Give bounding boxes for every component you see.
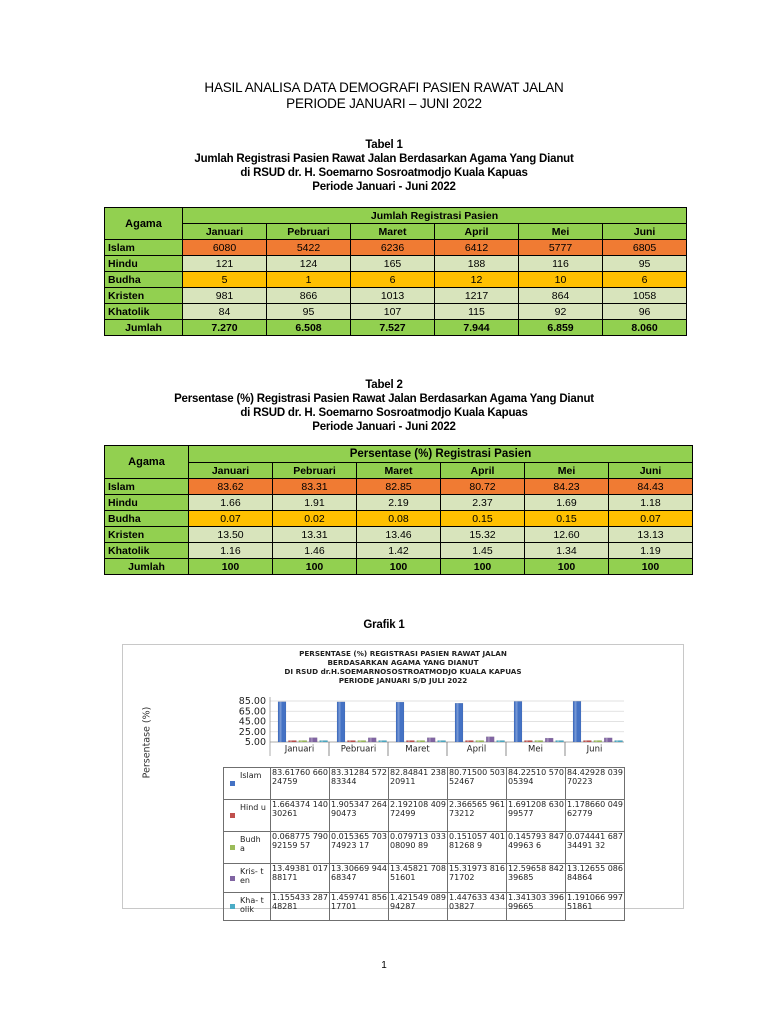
chart-table-cell: 1.178660 04962779 (566, 799, 625, 831)
bar (615, 741, 623, 743)
chart-table-cell: 2.192108 40972499 (389, 799, 448, 831)
bar-highlight (467, 741, 469, 743)
month-header: Maret (351, 224, 435, 240)
bar (337, 702, 345, 742)
legend-swatch (230, 845, 235, 850)
chart-table-cell: 1.421549 08994287 (389, 892, 448, 920)
table-cell: 1.46 (273, 543, 357, 559)
chart-table-cell: 83.61760 66024759 (271, 767, 330, 799)
chart-table-row (224, 863, 625, 892)
total-cell: 7.270 (183, 320, 267, 336)
table-cell: 6 (351, 272, 435, 288)
series-key (224, 799, 271, 831)
table-cell: 188 (435, 256, 519, 272)
bar (368, 738, 376, 742)
table-cell: 1.19 (609, 543, 693, 559)
x-tick-label: April (466, 744, 487, 755)
chart-table-cell: 13.49381 01788171 (271, 863, 330, 892)
chart-table-cell: 1.905347 26490473 (330, 799, 389, 831)
bar-highlight (339, 702, 341, 742)
table-cell: 12 (435, 272, 519, 288)
table-cell: 107 (351, 304, 435, 320)
table-row (105, 272, 687, 288)
total-cell: 6.508 (267, 320, 351, 336)
chart-table-cell: 0.074441 68734491 32 (566, 831, 625, 863)
table-cell: 92 (519, 304, 603, 320)
table-cell: 83.62 (189, 479, 273, 495)
table1-caption-line1: Jumlah Registrasi Pasien Rawat Jalan Berdasarkan Agama Yang Dianut (194, 153, 574, 165)
bar-highlight (398, 702, 400, 742)
bar-highlight (498, 741, 500, 743)
group-header: Persentase (%) Registrasi Pasien (189, 446, 693, 463)
x-tick-label: Maret (405, 744, 430, 755)
row-label: Khatolik (105, 304, 183, 320)
chart-title-line: PERIODE JANUARI S/D JULI 2022 (338, 676, 468, 685)
table-cell: 12.60 (525, 527, 609, 543)
bar (486, 737, 494, 742)
table-cell: 6080 (183, 240, 267, 256)
month-header: Mei (519, 224, 603, 240)
bar (406, 741, 414, 743)
bar-highlight (575, 701, 577, 742)
month-header: Juni (609, 463, 693, 479)
series-key (224, 831, 271, 863)
bar (476, 741, 484, 743)
chart-table-cell: 84.22510 57005394 (507, 767, 566, 799)
bar (417, 741, 425, 743)
chart-title-line: DI RSUD dr.H.SOEMARNOSOSTROATMODJO KUALA KAPUAS (284, 667, 522, 676)
table-cell: 121 (183, 256, 267, 272)
chart-table-row (224, 892, 625, 920)
legend-swatch (230, 904, 235, 909)
document-title-line1: HASIL ANALISA DATA DEMOGRAFI PASIEN RAWAT JALAN (204, 80, 564, 95)
bar-highlight (457, 703, 459, 742)
chart-table-cell: 0.145793 84749963 6 (507, 831, 566, 863)
total-row (105, 559, 693, 575)
month-header: Mei (525, 463, 609, 479)
series-key (224, 892, 271, 920)
grafik-label: Grafik 1 (363, 619, 405, 631)
table-cell: 124 (267, 256, 351, 272)
bar-highlight (557, 741, 559, 743)
bar (438, 741, 446, 743)
bar (358, 741, 366, 743)
table1-label: Tabel 1 (365, 139, 403, 151)
table-cell: 5 (183, 272, 267, 288)
table-cell: 6236 (351, 240, 435, 256)
bar (320, 741, 328, 743)
bar-highlight (595, 741, 597, 743)
table-cell: 15.32 (441, 527, 525, 543)
table-cell: 10 (519, 272, 603, 288)
chart-table-cell: 80.71500 50352467 (448, 767, 507, 799)
table2-caption (0, 378, 768, 434)
bar-highlight (616, 741, 618, 743)
registration-count-table (104, 207, 687, 336)
bar-highlight (290, 741, 292, 743)
chart-table-cell: 1.341303 39699665 (507, 892, 566, 920)
legend-swatch (230, 813, 235, 818)
chart-table-cell: 12.59658 84239685 (507, 863, 566, 892)
document-title (0, 80, 768, 112)
bar (347, 741, 355, 743)
bar (427, 738, 435, 742)
bar-highlight (380, 741, 382, 743)
bar (594, 741, 602, 743)
chart-table-row (224, 831, 625, 863)
chart-table-cell: 1.191066 99751861 (566, 892, 625, 920)
total-cell: 100 (441, 559, 525, 575)
bar (583, 741, 591, 743)
table1-caption-line2: di RSUD dr. H. Soemarno Sosroatmodjo Kuala Kapuas (240, 167, 528, 179)
x-tick-label: Mei (528, 744, 543, 755)
table-row (105, 479, 693, 495)
bar (396, 702, 404, 742)
x-tick-label: Juni (586, 744, 603, 755)
bar-highlight (408, 741, 410, 743)
agama-header: Agama (105, 446, 189, 479)
total-row (105, 320, 687, 336)
table-cell: 165 (351, 256, 435, 272)
table-cell: 84.23 (525, 479, 609, 495)
series-name: Kris- ten (240, 866, 264, 885)
bar (545, 738, 553, 742)
y-tick-label: 25.00 (238, 726, 266, 738)
chart-table-cell: 1.459741 85617701 (330, 892, 389, 920)
table-cell: 1.34 (525, 543, 609, 559)
percentage-chart (122, 644, 684, 914)
table-row (105, 495, 693, 511)
total-cell: 100 (525, 559, 609, 575)
total-cell: 7.944 (435, 320, 519, 336)
table-cell: 6 (603, 272, 687, 288)
table-cell: 2.19 (357, 495, 441, 511)
chart-table-cell: 84.42928 03970223 (566, 767, 625, 799)
series-key (224, 863, 271, 892)
month-header: Pebruari (273, 463, 357, 479)
bar (465, 741, 473, 743)
total-label: Jumlah (105, 559, 189, 575)
chart-table-cell: 0.068775 79092159 57 (271, 831, 330, 863)
y-tick-label: 65.00 (238, 706, 266, 718)
table-cell: 1.18 (609, 495, 693, 511)
table-cell: 1.66 (189, 495, 273, 511)
table-cell: 80.72 (441, 479, 525, 495)
bar (299, 741, 307, 743)
bar (604, 738, 612, 742)
bar (573, 701, 581, 742)
chart-table-cell: 2.366565 96173212 (448, 799, 507, 831)
row-label: Islam (105, 479, 189, 495)
legend-swatch (230, 876, 235, 881)
chart-table-cell: 13.45821 70851601 (389, 863, 448, 892)
chart-table-cell: 1.664374 14030261 (271, 799, 330, 831)
table-cell: 95 (267, 304, 351, 320)
group-header: Jumlah Registrasi Pasien (183, 208, 687, 224)
document-title-line2: PERIODE JANUARI – JUNI 2022 (286, 96, 482, 111)
total-cell: 100 (273, 559, 357, 575)
table-cell: 1013 (351, 288, 435, 304)
bar-highlight (349, 741, 351, 743)
chart-table-cell: 82.84841 23820911 (389, 767, 448, 799)
bar-highlight (359, 741, 361, 743)
table-cell: 2.37 (441, 495, 525, 511)
bar-highlight (311, 738, 313, 742)
chart-table-row (224, 767, 625, 799)
chart-table-cell: 1.447633 43403827 (448, 892, 507, 920)
agama-header: Agama (105, 208, 183, 240)
bar-highlight (300, 741, 302, 743)
bar (514, 701, 522, 742)
row-label: Kristen (105, 288, 183, 304)
total-cell: 8.060 (603, 320, 687, 336)
table2-caption-line1: Persentase (%) Registrasi Pasien Rawat Jalan Berdasarkan Agama Yang Dianut (174, 393, 594, 405)
row-label: Khatolik (105, 543, 189, 559)
table-cell: 13.13 (609, 527, 693, 543)
bar-highlight (418, 741, 420, 743)
bar-highlight (439, 741, 441, 743)
month-header: Maret (357, 463, 441, 479)
table-row (105, 527, 693, 543)
chart-data-table (223, 755, 625, 921)
chart-title-line: PERSENTASE (%) REGISTRASI PASIEN RAWAT JALAN (299, 649, 507, 658)
bar-highlight (488, 737, 490, 742)
series-key (224, 767, 271, 799)
table-cell: 1217 (435, 288, 519, 304)
bar-highlight (547, 738, 549, 742)
chart-title-line: BERDASARKAN AGAMA YANG DIANUT (327, 658, 479, 667)
chart-table-cell: 15.31973 81671702 (448, 863, 507, 892)
month-header: Pebruari (267, 224, 351, 240)
chart-table-cell: 1.155433 28748281 (271, 892, 330, 920)
table-cell: 83.31 (273, 479, 357, 495)
bar-highlight (526, 741, 528, 743)
table-cell: 0.08 (357, 511, 441, 527)
table-row (105, 304, 687, 320)
table-cell: 84 (183, 304, 267, 320)
chart-table-cell: 0.079713 03308090 89 (389, 831, 448, 863)
bar (278, 702, 286, 742)
table1-caption-line3: Periode Januari - Juni 2022 (312, 181, 456, 193)
table2-caption-line3: Periode Januari - Juni 2022 (312, 421, 456, 433)
bar-highlight (585, 741, 587, 743)
bar (535, 741, 543, 743)
table-cell: 0.15 (441, 511, 525, 527)
row-label: Budha (105, 511, 189, 527)
table-cell: 0.15 (525, 511, 609, 527)
x-tick-label: Januari (284, 744, 315, 755)
series-name: Budh a (240, 834, 261, 853)
y-tick-label: 85.00 (238, 696, 266, 707)
table-cell: 0.02 (273, 511, 357, 527)
table-row (105, 511, 693, 527)
table-row (105, 240, 687, 256)
table-cell: 1.69 (525, 495, 609, 511)
month-header: Januari (189, 463, 273, 479)
row-label: Hindu (105, 256, 183, 272)
total-label: Jumlah (105, 320, 183, 336)
table-cell: 1.91 (273, 495, 357, 511)
table-cell: 864 (519, 288, 603, 304)
table-cell: 0.07 (609, 511, 693, 527)
table-row (105, 288, 687, 304)
month-header: April (441, 463, 525, 479)
month-header: Juni (603, 224, 687, 240)
table-cell: 5777 (519, 240, 603, 256)
registration-percentage-table (104, 445, 693, 575)
table1-caption (0, 138, 768, 194)
chart-table-cell: 0.151057 40181268 9 (448, 831, 507, 863)
bar-highlight (429, 738, 431, 742)
table-cell: 13.31 (273, 527, 357, 543)
bar (455, 703, 463, 742)
table-cell: 115 (435, 304, 519, 320)
legend-swatch (230, 781, 235, 786)
bar (288, 741, 296, 743)
table-cell: 6412 (435, 240, 519, 256)
table-cell: 1.16 (189, 543, 273, 559)
chart-table-cell: 13.12655 08684864 (566, 863, 625, 892)
table-cell: 981 (183, 288, 267, 304)
table-cell: 116 (519, 256, 603, 272)
chart-table-cell: 13.30669 94468347 (330, 863, 389, 892)
month-header: April (435, 224, 519, 240)
table-cell: 1.45 (441, 543, 525, 559)
bar-highlight (370, 738, 372, 742)
chart-table-cell: 83.31284 57283344 (330, 767, 389, 799)
y-tick-label: 5.00 (244, 737, 266, 748)
total-cell: 100 (357, 559, 441, 575)
series-name: Hind u (240, 802, 266, 812)
table-cell: 5422 (267, 240, 351, 256)
y-tick-label: 45.00 (238, 716, 266, 728)
table2-caption-line2: di RSUD dr. H. Soemarno Sosroatmodjo Kuala Kapuas (240, 407, 528, 419)
table-cell: 1058 (603, 288, 687, 304)
table-cell: 866 (267, 288, 351, 304)
bar (556, 741, 564, 743)
table-cell: 13.46 (357, 527, 441, 543)
chart-table-row (224, 799, 625, 831)
row-label: Islam (105, 240, 183, 256)
table-cell: 0.07 (189, 511, 273, 527)
page-number: 1 (381, 960, 387, 971)
table-row (105, 543, 693, 559)
total-cell: 7.527 (351, 320, 435, 336)
bar (309, 738, 317, 742)
row-label: Kristen (105, 527, 189, 543)
chart-table-cell: 0.015365 70374923 17 (330, 831, 389, 863)
bar-highlight (321, 741, 323, 743)
total-cell: 100 (189, 559, 273, 575)
table-cell: 6805 (603, 240, 687, 256)
bar-highlight (477, 741, 479, 743)
total-cell: 100 (609, 559, 693, 575)
chart-table-cell: 1.691208 63099577 (507, 799, 566, 831)
x-tick-label: Pebruari (340, 744, 377, 755)
series-name: Kha- tolik (240, 895, 264, 914)
table-row (105, 256, 687, 272)
bar-highlight (280, 702, 282, 742)
y-axis-label: Persentase (%) (141, 706, 153, 779)
table-cell: 1 (267, 272, 351, 288)
total-cell: 6.859 (519, 320, 603, 336)
bar-highlight (606, 738, 608, 742)
bar-highlight (536, 741, 538, 743)
series-name: Islam (240, 770, 262, 780)
row-label: Hindu (105, 495, 189, 511)
table2-label: Tabel 2 (365, 379, 403, 391)
table-cell: 82.85 (357, 479, 441, 495)
table-cell: 1.42 (357, 543, 441, 559)
bar (524, 741, 532, 743)
table-cell: 13.50 (189, 527, 273, 543)
bar (497, 741, 505, 743)
month-header: Januari (183, 224, 267, 240)
bar (379, 741, 387, 743)
table-cell: 96 (603, 304, 687, 320)
table-cell: 84.43 (609, 479, 693, 495)
row-label: Budha (105, 272, 183, 288)
table-cell: 95 (603, 256, 687, 272)
bar-highlight (516, 701, 518, 742)
